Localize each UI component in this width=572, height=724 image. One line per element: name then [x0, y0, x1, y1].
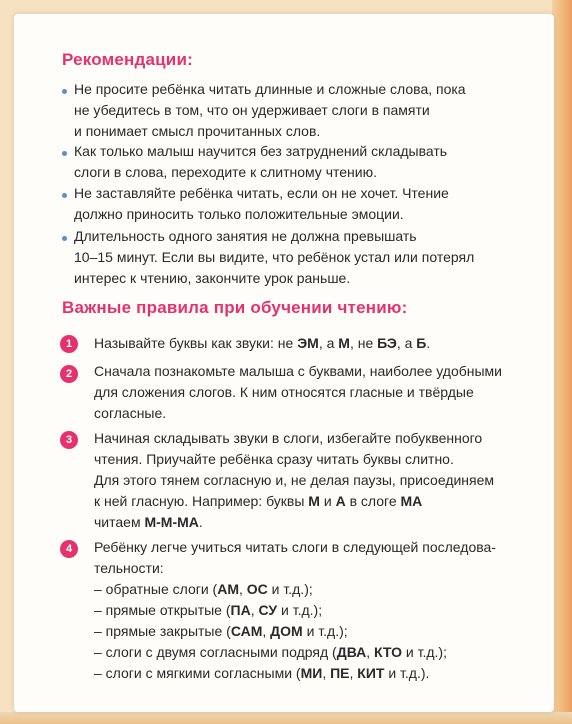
- text-fragment: .: [426, 335, 431, 351]
- text-line: Для этого тянем согласную и, не делая паузы, присоединяем: [94, 472, 495, 488]
- text-line: согласные.: [94, 405, 167, 421]
- rule-item: [94, 537, 524, 684]
- bold-syllable: КИТ: [357, 665, 385, 681]
- text-fragment: , не: [349, 335, 378, 351]
- bold-letters: М: [338, 335, 350, 351]
- bold-syllable: КТО: [374, 644, 402, 660]
- recommendation-item: [74, 183, 494, 225]
- bullet-dot: [62, 193, 67, 198]
- recommendations-heading: Рекомендации:: [62, 50, 193, 69]
- recommendation-item: [74, 79, 494, 142]
- bold-syllable: ПА: [230, 602, 251, 618]
- text-fragment: – обратные слоги (: [94, 581, 218, 597]
- text-line: 10–15 минут. Если вы видите, что ребёнок устал или потерял: [74, 249, 475, 265]
- syllable-type-item: [94, 621, 524, 642]
- text-fragment: – слоги с двумя согласными подряд (: [94, 644, 337, 660]
- text-fragment: в слоге: [345, 493, 401, 509]
- bold-syllable: ДВА: [336, 644, 367, 660]
- number-badge: 2: [60, 365, 78, 383]
- bold-syllable: АМ: [217, 581, 239, 597]
- bold-letters: А: [335, 493, 346, 509]
- text-line: для сложения слогов. К ним относятся гласные и твёрдые: [94, 384, 474, 400]
- text-line: должно приносить только положительные эмоции.: [74, 206, 404, 222]
- text-line: интерес к чтению, закончите урок раньше.: [74, 270, 351, 286]
- number-badge: 4: [60, 540, 78, 558]
- text-fragment: , а: [318, 335, 339, 351]
- text-fragment: – прямые закрытые (: [94, 623, 231, 639]
- text-fragment: и т.д.);: [302, 623, 348, 639]
- text-fragment: ,: [366, 644, 374, 660]
- text-fragment: , а: [396, 335, 417, 351]
- text-line: Начиная складывать звуки в слоги, избегайте побуквенного: [94, 430, 483, 446]
- text-line: Длительность одного занятия не должна превышать: [74, 228, 417, 244]
- text-fragment: к ней гласную. Например: буквы: [94, 493, 309, 509]
- bold-syllable: СУ: [258, 602, 278, 618]
- text-line: не убедитесь в том, что он удерживает слоги в памяти: [74, 102, 430, 118]
- text-fragment: и т.д.).: [384, 665, 430, 681]
- page-edge-right: [552, 0, 572, 724]
- text-fragment: – прямые открытые (: [94, 602, 231, 618]
- rules-heading: Важные правила при обучении чтению:: [62, 298, 408, 317]
- bold-letters: М: [308, 493, 320, 509]
- page-edge-bottom: [0, 712, 572, 724]
- text-fragment: ,: [250, 602, 259, 618]
- text-line: Ребёнку легче учиться читать слоги в следующей последова-: [94, 539, 496, 555]
- bullet-dot: [62, 151, 67, 156]
- text-fragment: ,: [349, 665, 358, 681]
- syllable-type-item: [94, 600, 524, 621]
- text-line: [94, 512, 524, 533]
- syllable-type-item: [94, 642, 524, 663]
- text-fragment: читаем: [94, 514, 145, 530]
- rule-item: [94, 333, 524, 354]
- bold-letters: БЭ: [377, 335, 397, 351]
- bold-letters: М-М-МА: [144, 514, 199, 530]
- text-line: тельности:: [94, 560, 164, 576]
- text-fragment: ,: [262, 623, 271, 639]
- text-line: Не заставляйте ребёнка читать, если он не хочет. Чтение: [74, 185, 449, 201]
- text-fragment: и т.д.);: [402, 644, 447, 660]
- text-line: Как только малыш научится без затруднений складывать: [74, 143, 448, 159]
- text-fragment: .: [198, 514, 203, 530]
- text-line: [94, 491, 524, 512]
- text-line: чтения. Приучайте ребёнка сразу читать буквы слитно.: [94, 451, 454, 467]
- bold-syllable: ПЕ: [330, 665, 350, 681]
- bold-syllable: МИ: [300, 665, 323, 681]
- recommendation-item: [74, 141, 494, 183]
- text-fragment: и: [319, 493, 336, 509]
- syllable-type-item: [94, 663, 524, 684]
- text-line: [94, 333, 524, 354]
- bold-letters: МА: [400, 493, 423, 509]
- syllable-type-item: [94, 579, 524, 600]
- text-line: и понимает смысл прочитанных слов.: [74, 123, 321, 139]
- bold-syllable: ДОМ: [270, 623, 303, 639]
- text-fragment: Называйте буквы как звуки: не: [94, 335, 298, 351]
- bold-letters: ЭМ: [297, 335, 319, 351]
- rule-item: [94, 361, 524, 424]
- bullet-dot: [62, 236, 67, 241]
- recommendation-item: [74, 226, 494, 289]
- number-badge: 1: [60, 335, 78, 353]
- text-fragment: и т.д.);: [267, 581, 313, 597]
- text-fragment: ,: [239, 581, 247, 597]
- text-fragment: и т.д.);: [277, 602, 323, 618]
- bullet-dot: [62, 89, 67, 94]
- rule-item: [94, 428, 524, 533]
- bold-syllable: САМ: [230, 623, 263, 639]
- number-badge: 3: [60, 431, 78, 449]
- text-fragment: – слоги с мягкими согласными (: [94, 665, 301, 681]
- text-line: Не просите ребёнка читать длинные и сложные слова, пока: [74, 81, 466, 97]
- text-line: слоги в слова, переходите к слитному чтению.: [74, 164, 377, 180]
- bold-letters: Б: [416, 335, 427, 351]
- bold-syllable: ОС: [246, 581, 268, 597]
- text-fragment: ,: [322, 665, 331, 681]
- text-line: Сначала познакомьте малыша с буквами, наиболее удобными: [94, 363, 502, 379]
